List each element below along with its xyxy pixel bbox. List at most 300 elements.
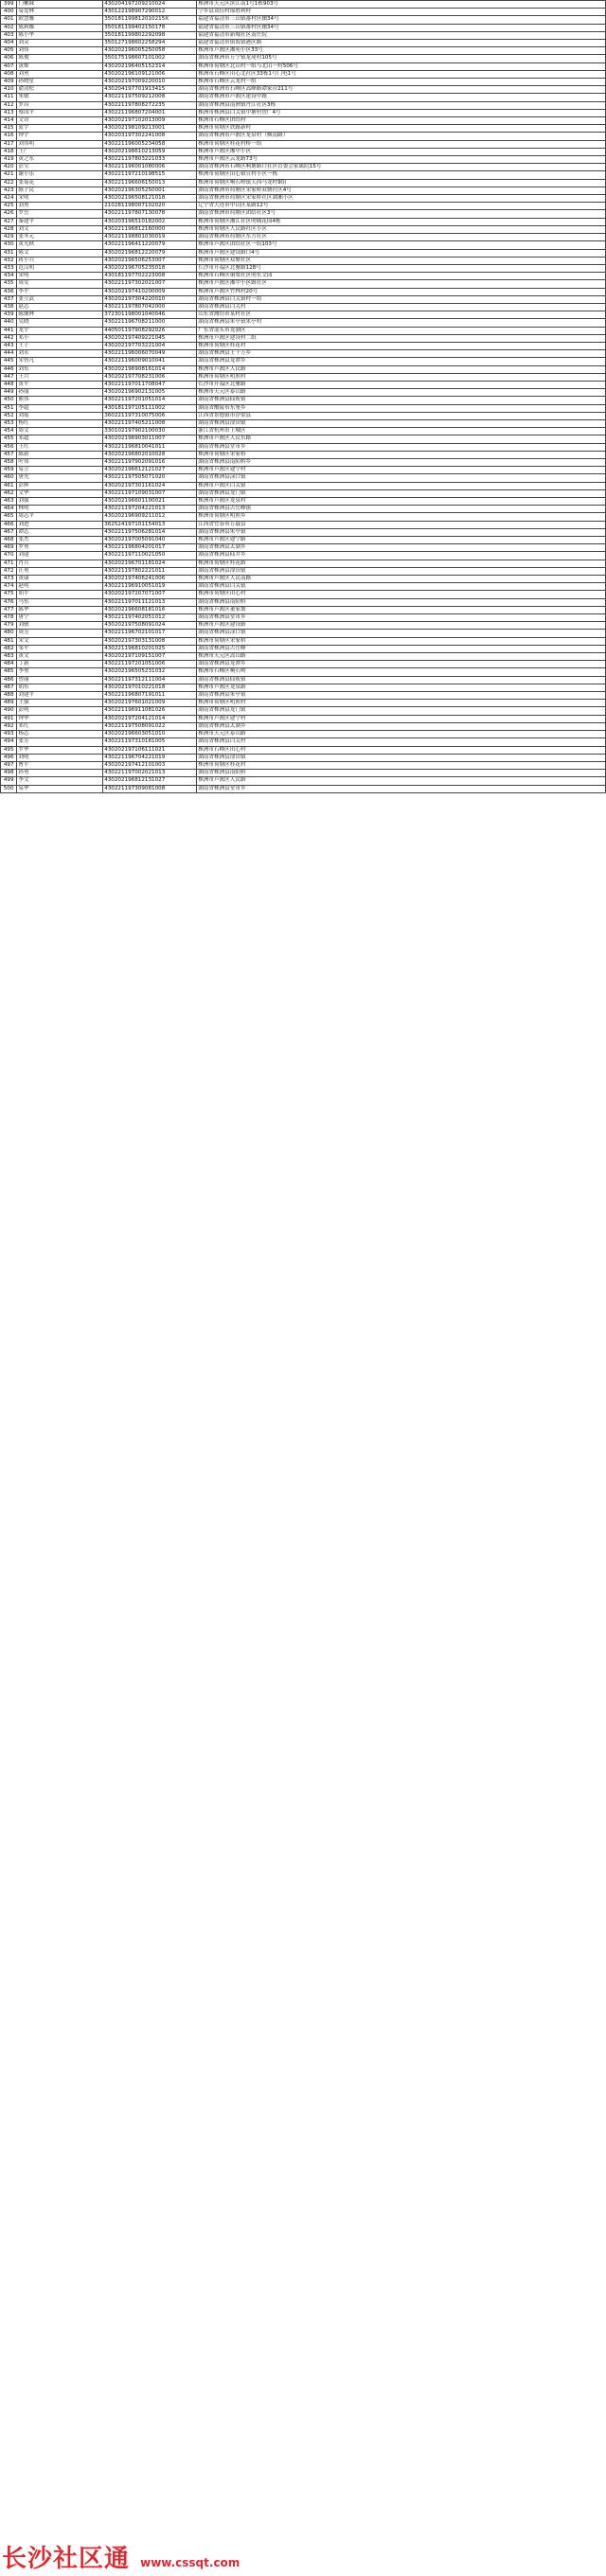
table-row	[1, 31, 606, 39]
table-row	[1, 576, 606, 583]
id-number-cell: 430221198801030019	[103, 234, 197, 241]
row-number-cell: 484	[1, 661, 17, 668]
person-name-cell: 胡平	[17, 591, 103, 598]
row-number-cell: 485	[1, 668, 17, 676]
person-name-cell: 文诗	[17, 117, 103, 125]
row-number-cell: 487	[1, 684, 17, 691]
table-row	[1, 606, 606, 613]
address-cell: 宁乡县双佳村锦胜利村	[197, 9, 606, 16]
table-row	[1, 210, 606, 218]
person-name-cell: 陈新	[17, 451, 103, 458]
table-row	[1, 234, 606, 241]
row-number-cell: 415	[1, 125, 17, 133]
id-number-cell: 360221197310075006	[103, 412, 197, 419]
id-number-cell: 430202196902131005	[103, 389, 197, 397]
address-cell: 湖南省株洲县渌口镇	[197, 474, 606, 482]
table-row	[1, 528, 606, 536]
person-name-cell: 秦建平	[17, 218, 103, 225]
id-number-cell: 430202197109151007	[103, 653, 197, 661]
id-number-cell: 430202197010221018	[103, 684, 197, 691]
id-number-cell: 430202197508091024	[103, 622, 197, 630]
row-number-cell: 471	[1, 560, 17, 567]
table-row	[1, 661, 606, 668]
id-number-cell: 350127198602258294	[103, 40, 197, 47]
id-number-cell: 430202196005250058	[103, 47, 197, 55]
table-row	[1, 101, 606, 109]
row-number-cell: 405	[1, 47, 17, 55]
person-name-cell: 罗勇	[17, 544, 103, 552]
id-number-cell: 430221197808272235	[103, 101, 197, 109]
table-row	[1, 40, 606, 47]
id-number-cell: 430202197106111021	[103, 746, 197, 754]
id-number-cell: 430221197201051006	[103, 661, 197, 668]
id-number-cell: 430221197310181005	[103, 738, 197, 746]
person-name-cell: 黄平	[17, 381, 103, 388]
row-number-cell: 473	[1, 576, 17, 583]
person-name-cell: 陈俊	[17, 55, 103, 62]
address-cell: 福建省福清市三山镇番村区幽34号	[197, 16, 606, 24]
table-row	[1, 451, 606, 458]
person-name-cell: 蒋小兵	[17, 257, 103, 264]
id-number-cell: 430221197309081008	[103, 785, 197, 792]
person-name-cell: 黄康	[17, 576, 103, 583]
row-number-cell: 411	[1, 94, 17, 101]
row-number-cell: 412	[1, 101, 17, 109]
id-number-cell: 430221197109031007	[103, 489, 197, 497]
person-name-cell: 彭宝	[17, 164, 103, 171]
table-row	[1, 598, 606, 606]
person-name-cell: 宋明	[17, 273, 103, 280]
address-cell: 湖南省株洲县龙门镇	[197, 707, 606, 715]
id-number-cell: 430204197701913415	[103, 86, 197, 94]
table-row	[1, 715, 606, 722]
address-cell: 株洲市荷塘区人民路社区小区	[197, 225, 606, 233]
table-row	[1, 373, 606, 381]
row-number-cell: 442	[1, 334, 17, 342]
row-number-cell: 430	[1, 241, 17, 249]
person-name-cell: 杨志	[17, 731, 103, 738]
row-number-cell: 434	[1, 273, 17, 280]
address-cell: 湖南省株洲市荷塘区宋家桥社区湖湘小区	[197, 195, 606, 203]
id-number-cell: 430202197412101003	[103, 761, 197, 769]
id-number-cell: 430202197304220010	[103, 295, 197, 303]
id-number-cell: 430202197204121014	[103, 715, 197, 722]
address-cell: 株洲市石峰区铜梁社区明东文园	[197, 273, 606, 280]
address-cell: 株洲市芦淞区人民南路	[197, 576, 606, 583]
row-number-cell: 424	[1, 195, 17, 203]
id-number-cell: 430122198907290012	[103, 9, 197, 16]
id-number-cell: 430221197110021050	[103, 552, 197, 560]
table-row	[1, 419, 606, 427]
row-number-cell: 427	[1, 218, 17, 225]
row-number-cell: 413	[1, 109, 17, 116]
address-cell: 湖南省株洲市芦淞区龙泉村（枫南路）	[197, 133, 606, 140]
row-number-cell: 483	[1, 653, 17, 661]
id-number-cell: 430202196802010028	[103, 451, 197, 458]
address-cell: 江西省景德镇市浮梁县	[197, 412, 606, 419]
row-number-cell: 466	[1, 521, 17, 528]
id-number-cell: 430202197005091040	[103, 537, 197, 544]
id-number-cell: 430221196810201025	[103, 645, 197, 652]
table-row	[1, 591, 606, 598]
table-row	[1, 125, 606, 133]
address-cell: 湖南省株洲市荷塘区东方社区	[197, 234, 606, 241]
table-row	[1, 350, 606, 358]
person-name-cell: 刘灵	[17, 40, 103, 47]
row-number-cell: 446	[1, 365, 17, 373]
person-name-cell: 刘进	[17, 521, 103, 528]
person-name-cell: 谭志	[17, 528, 103, 536]
id-number-cell: 350175198607101002	[103, 55, 197, 62]
row-number-cell: 482	[1, 645, 17, 652]
id-number-cell: 330102197902100030	[103, 428, 197, 435]
id-number-cell: 430221196606150013	[103, 179, 197, 187]
address-cell: 株洲市株洲县白关镇中塘村曾广4号	[197, 109, 606, 116]
row-number-cell: 422	[1, 179, 17, 187]
id-number-cell: 430221196001080006	[103, 164, 197, 171]
address-cell: 湖南省株洲市石峰区嵩峰路谭家台211号	[197, 86, 606, 94]
address-cell: 广东省汕头市龙湖区	[197, 327, 606, 334]
id-number-cell: 430221197204221013	[103, 506, 197, 513]
person-name-cell: 林明	[17, 506, 103, 513]
row-number-cell: 423	[1, 187, 17, 194]
table-row	[1, 389, 606, 397]
person-name-cell: 曾丽	[17, 676, 103, 684]
address-cell: 湖南省株洲县仙庾镇	[197, 397, 606, 404]
row-number-cell: 404	[1, 40, 17, 47]
id-number-cell: 430202196505231032	[103, 668, 197, 676]
address-cell: 湖南省株洲县朱亭镇	[197, 692, 606, 700]
address-cell: 株洲市荷塘区宋家桥	[197, 637, 606, 645]
address-cell: 湖南省株洲县白关村	[197, 303, 606, 311]
row-number-cell: 455	[1, 435, 17, 443]
table-row	[1, 645, 606, 652]
person-name-cell: 谢小乐	[17, 171, 103, 179]
id-number-cell: 430202196608181016	[103, 606, 197, 613]
watermark-url: www.cssqt.com	[140, 2556, 241, 2569]
id-number-cell: 430202197601021009	[103, 700, 197, 707]
table-row	[1, 273, 606, 280]
address-cell: 辽宁省大连市中山区某路12号	[197, 203, 606, 210]
id-number-cell: 430221197902091016	[103, 458, 197, 466]
person-name-cell: 黄之东	[17, 156, 103, 164]
table-row	[1, 700, 606, 707]
row-number-cell: 437	[1, 295, 17, 303]
row-number-cell: 433	[1, 264, 17, 272]
id-number-cell: 362524197101154013	[103, 521, 197, 528]
id-number-cell: 430202196601100021	[103, 498, 197, 506]
row-number-cell: 497	[1, 761, 17, 769]
row-number-cell: 476	[1, 598, 17, 606]
id-number-cell: 430204197209210024	[103, 1, 197, 9]
row-number-cell: 470	[1, 552, 17, 560]
address-cell: 湖南省株洲市石峰区响塘路口社区管委会家属院15号	[197, 164, 606, 171]
person-name-cell: 张菊花	[17, 179, 103, 187]
row-number-cell: 456	[1, 443, 17, 451]
person-name-cell: 王强	[17, 700, 103, 707]
person-name-cell: 马东	[17, 598, 103, 606]
table-row	[1, 303, 606, 311]
table-row	[1, 311, 606, 319]
row-number-cell: 452	[1, 412, 17, 419]
table-row	[1, 241, 606, 249]
row-number-cell: 453	[1, 419, 17, 427]
id-number-cell: 430202197301161024	[103, 482, 197, 489]
person-name-cell: 刘强	[17, 498, 103, 506]
id-number-cell: 430202198610213059	[103, 148, 197, 155]
row-number-cell: 420	[1, 164, 17, 171]
address-cell: 株洲市天元区泰山路	[197, 731, 606, 738]
person-name-cell: 陈小华	[17, 31, 103, 39]
table-row	[1, 761, 606, 769]
address-cell: 株洲市芦淞区建宁村	[197, 715, 606, 722]
row-number-cell: 494	[1, 738, 17, 746]
table-row	[1, 79, 606, 86]
table-row	[1, 428, 606, 435]
row-number-cell: 401	[1, 16, 17, 24]
person-name-cell: 宋文	[17, 637, 103, 645]
address-cell: 湖南省株洲县南阳桥	[197, 598, 606, 606]
address-cell: 株洲市荷塘区桂花村桥一组	[197, 140, 606, 148]
person-name-cell: 唐光	[17, 474, 103, 482]
table-row	[1, 171, 606, 179]
address-cell: 株洲市荷塘区明照村	[197, 373, 606, 381]
address-cell: 湖南省株洲县淦田镇	[197, 567, 606, 575]
address-cell: 湖南省醴陵市东堡乡	[197, 404, 606, 412]
person-name-cell: 张杰	[17, 537, 103, 544]
person-name-cell: 陈莉娜	[17, 24, 103, 31]
table-row	[1, 264, 606, 272]
address-cell: 株洲市石峰区田心北社区33栋1号门电1号	[197, 70, 606, 78]
row-number-cell: 495	[1, 746, 17, 754]
id-number-cell: 440501197908292026	[103, 327, 197, 334]
person-name-cell: 龙宇	[17, 327, 103, 334]
table-row	[1, 187, 606, 194]
person-name-cell: 彭明	[17, 707, 103, 715]
row-number-cell: 448	[1, 381, 17, 388]
address-cell: 湖南省株洲市芦淞区建设中路	[197, 94, 606, 101]
row-number-cell: 496	[1, 754, 17, 761]
person-name-cell: 陈华	[17, 606, 103, 613]
row-number-cell: 464	[1, 506, 17, 513]
person-name-cell: 孙丽	[17, 389, 103, 397]
person-name-cell: 熊伟	[17, 397, 103, 404]
table-row	[1, 86, 606, 94]
address-cell: 株洲市荷塘区宋家桥	[197, 451, 606, 458]
table-row	[1, 583, 606, 591]
address-cell: 浙江省杭州市上城区	[197, 428, 606, 435]
address-cell: 长沙市开福区北雅路	[197, 381, 606, 388]
address-cell: 株洲市荷塘区田心村	[197, 591, 606, 598]
id-number-cell: 430221196804201017	[103, 544, 197, 552]
id-number-cell: 430202196909211012	[103, 513, 197, 521]
address-cell: 湖南省株洲县南阳桥乡	[197, 458, 606, 466]
row-number-cell: 499	[1, 777, 17, 785]
table-row	[1, 404, 606, 412]
person-name-cell: 王广	[17, 148, 103, 155]
row-number-cell: 462	[1, 489, 17, 497]
person-name-cell: 赵明	[17, 583, 103, 591]
table-row	[1, 203, 606, 210]
row-number-cell: 408	[1, 70, 17, 78]
table-row	[1, 552, 606, 560]
address-cell: 株洲市芦淞区团结社区一组103号	[197, 241, 606, 249]
row-number-cell: 459	[1, 467, 17, 474]
row-number-cell: 500	[1, 785, 17, 792]
table-row	[1, 334, 606, 342]
person-name-cell: 孙晓星	[17, 79, 103, 86]
address-cell: 福建省福清市新城社区南庄院	[197, 31, 606, 39]
row-number-cell: 454	[1, 428, 17, 435]
address-cell: 株洲市石峰区团结村	[197, 117, 606, 125]
row-number-cell: 440	[1, 319, 17, 327]
address-cell: 株洲市芦淞区建设路	[197, 622, 606, 630]
row-number-cell: 432	[1, 257, 17, 264]
table-row	[1, 785, 606, 792]
table-row	[1, 458, 606, 466]
table-row	[1, 412, 606, 419]
id-number-cell: 430181197105111002	[103, 404, 197, 412]
row-number-cell: 399	[1, 1, 17, 9]
row-number-cell: 468	[1, 537, 17, 544]
table-row	[1, 133, 606, 140]
address-cell: 株洲市石峰区田心村	[197, 746, 606, 754]
table-row	[1, 218, 606, 225]
person-name-cell: 易立	[17, 467, 103, 474]
address-cell: 湖南省株洲县南洲镇丹江社区3栋	[197, 101, 606, 109]
table-row	[1, 179, 606, 187]
row-number-cell: 402	[1, 24, 17, 31]
person-name-cell: 黄光秋	[17, 241, 103, 249]
table-row	[1, 474, 606, 482]
address-cell: 株洲市芦淞区人民路	[197, 365, 606, 373]
address-cell: 株洲市荷塘区田心镇宣村小区一栋	[197, 171, 606, 179]
id-number-cell: 430221196708211000	[103, 319, 197, 327]
table-row	[1, 156, 606, 164]
id-number-cell: 430202197708231006	[103, 373, 197, 381]
table-row	[1, 140, 606, 148]
id-number-cell: 430221197312111004	[103, 676, 197, 684]
watermark-logo	[2, 2539, 240, 2574]
row-number-cell: 475	[1, 591, 17, 598]
address-cell: 湖南省株洲县淦田镇	[197, 419, 606, 427]
row-number-cell: 426	[1, 210, 17, 218]
id-number-cell: 430202197009220010	[103, 79, 197, 86]
table-row	[1, 482, 606, 489]
person-name-cell: 赵志	[17, 303, 103, 311]
person-name-cell: 刘敏	[17, 622, 103, 630]
id-number-cell: 430221197807042000	[103, 303, 197, 311]
table-row	[1, 653, 606, 661]
address-cell: 湖南省株洲县太湖乡	[197, 544, 606, 552]
row-number-cell: 444	[1, 350, 17, 358]
table-row	[1, 513, 606, 521]
person-name-cell: 张芳	[17, 738, 103, 746]
address-cell: 湖南省株洲市万宁镇龙尾村105号	[197, 55, 606, 62]
table-row	[1, 365, 606, 373]
address-cell: 湖南省株洲县仙庾镇	[197, 676, 606, 684]
table-row	[1, 754, 606, 761]
id-number-cell: 430202196903011007	[103, 435, 197, 443]
table-row	[1, 498, 606, 506]
address-cell: 湖南省株洲县南阳桥	[197, 770, 606, 777]
id-number-cell: 430221197201051014	[103, 397, 197, 404]
id-number-cell: 430221197807130078	[103, 210, 197, 218]
table-row	[1, 1, 606, 9]
row-number-cell: 447	[1, 373, 17, 381]
id-number-cell: 430202198109213001	[103, 125, 197, 133]
row-number-cell: 481	[1, 637, 17, 645]
row-number-cell: 400	[1, 9, 17, 16]
id-number-cell: 430221197505071020	[103, 474, 197, 482]
person-name-cell: 李平	[17, 288, 103, 295]
row-number-cell: 414	[1, 117, 17, 125]
address-cell: 湖南省株洲县王十万乡	[197, 350, 606, 358]
table-row	[1, 288, 606, 295]
id-number-cell: 430221197210198515	[103, 171, 197, 179]
table-row	[1, 117, 606, 125]
table-row	[1, 731, 606, 738]
address-cell: 山东省潍坊市某村社区	[197, 311, 606, 319]
address-cell: 湖南省株洲县龙门镇	[197, 489, 606, 497]
row-number-cell: 425	[1, 203, 17, 210]
id-number-cell: 430221196807204001	[103, 109, 197, 116]
id-number-cell: 430202197406241006	[103, 576, 197, 583]
address-cell: 福建省福清市镇海镇港区路	[197, 40, 606, 47]
person-name-cell: 朱敏	[17, 94, 103, 101]
person-name-cell: 罗华	[17, 746, 103, 754]
id-number-cell: 430203197302241008	[103, 133, 197, 140]
person-name-cell: 门郴妹	[17, 1, 103, 9]
row-number-cell: 491	[1, 715, 17, 722]
id-number-cell: 430221196006070049	[103, 350, 197, 358]
row-number-cell: 431	[1, 249, 17, 257]
person-name-cell: 彭辉	[17, 482, 103, 489]
row-number-cell: 451	[1, 404, 17, 412]
table-row	[1, 777, 606, 785]
id-number-cell: 430221197802221011	[103, 567, 197, 575]
person-name-cell: 罗岳	[17, 210, 103, 218]
table-row	[1, 443, 606, 451]
address-cell: 株洲市荷塘区桂花村	[197, 761, 606, 769]
table-row	[1, 70, 606, 78]
person-name-cell: 邹平	[17, 645, 103, 652]
row-number-cell: 460	[1, 474, 17, 482]
person-name-cell: 刘文	[17, 225, 103, 233]
row-number-cell: 450	[1, 397, 17, 404]
person-name-cell: 范汉明	[17, 264, 103, 272]
id-number-cell: 430203196510182002	[103, 218, 197, 225]
id-number-cell: 430202196705235018	[103, 264, 197, 272]
row-number-cell: 478	[1, 614, 17, 622]
address-cell: 湖南省株洲县龙潭乡	[197, 661, 606, 668]
table-row	[1, 148, 606, 155]
address-cell: 湖南省株洲县朱亭镇	[197, 528, 606, 536]
table-row	[1, 47, 606, 55]
id-number-cell: 430202196506253007	[103, 257, 197, 264]
table-row	[1, 521, 606, 528]
address-cell: 福建省福清市三山镇番村区幽34号	[197, 24, 606, 31]
table-row	[1, 164, 606, 171]
id-number-cell: 430202196908161014	[103, 365, 197, 373]
address-cell: 株洲市芦淞区白关镇	[197, 482, 606, 489]
row-number-cell: 409	[1, 79, 17, 86]
person-name-cell: 吴晓	[17, 319, 103, 327]
row-number-cell: 492	[1, 722, 17, 730]
person-name-cell: 李勇	[17, 668, 103, 676]
person-name-cell: 欧慧馨	[17, 16, 103, 24]
person-name-cell: 刘建	[17, 552, 103, 560]
